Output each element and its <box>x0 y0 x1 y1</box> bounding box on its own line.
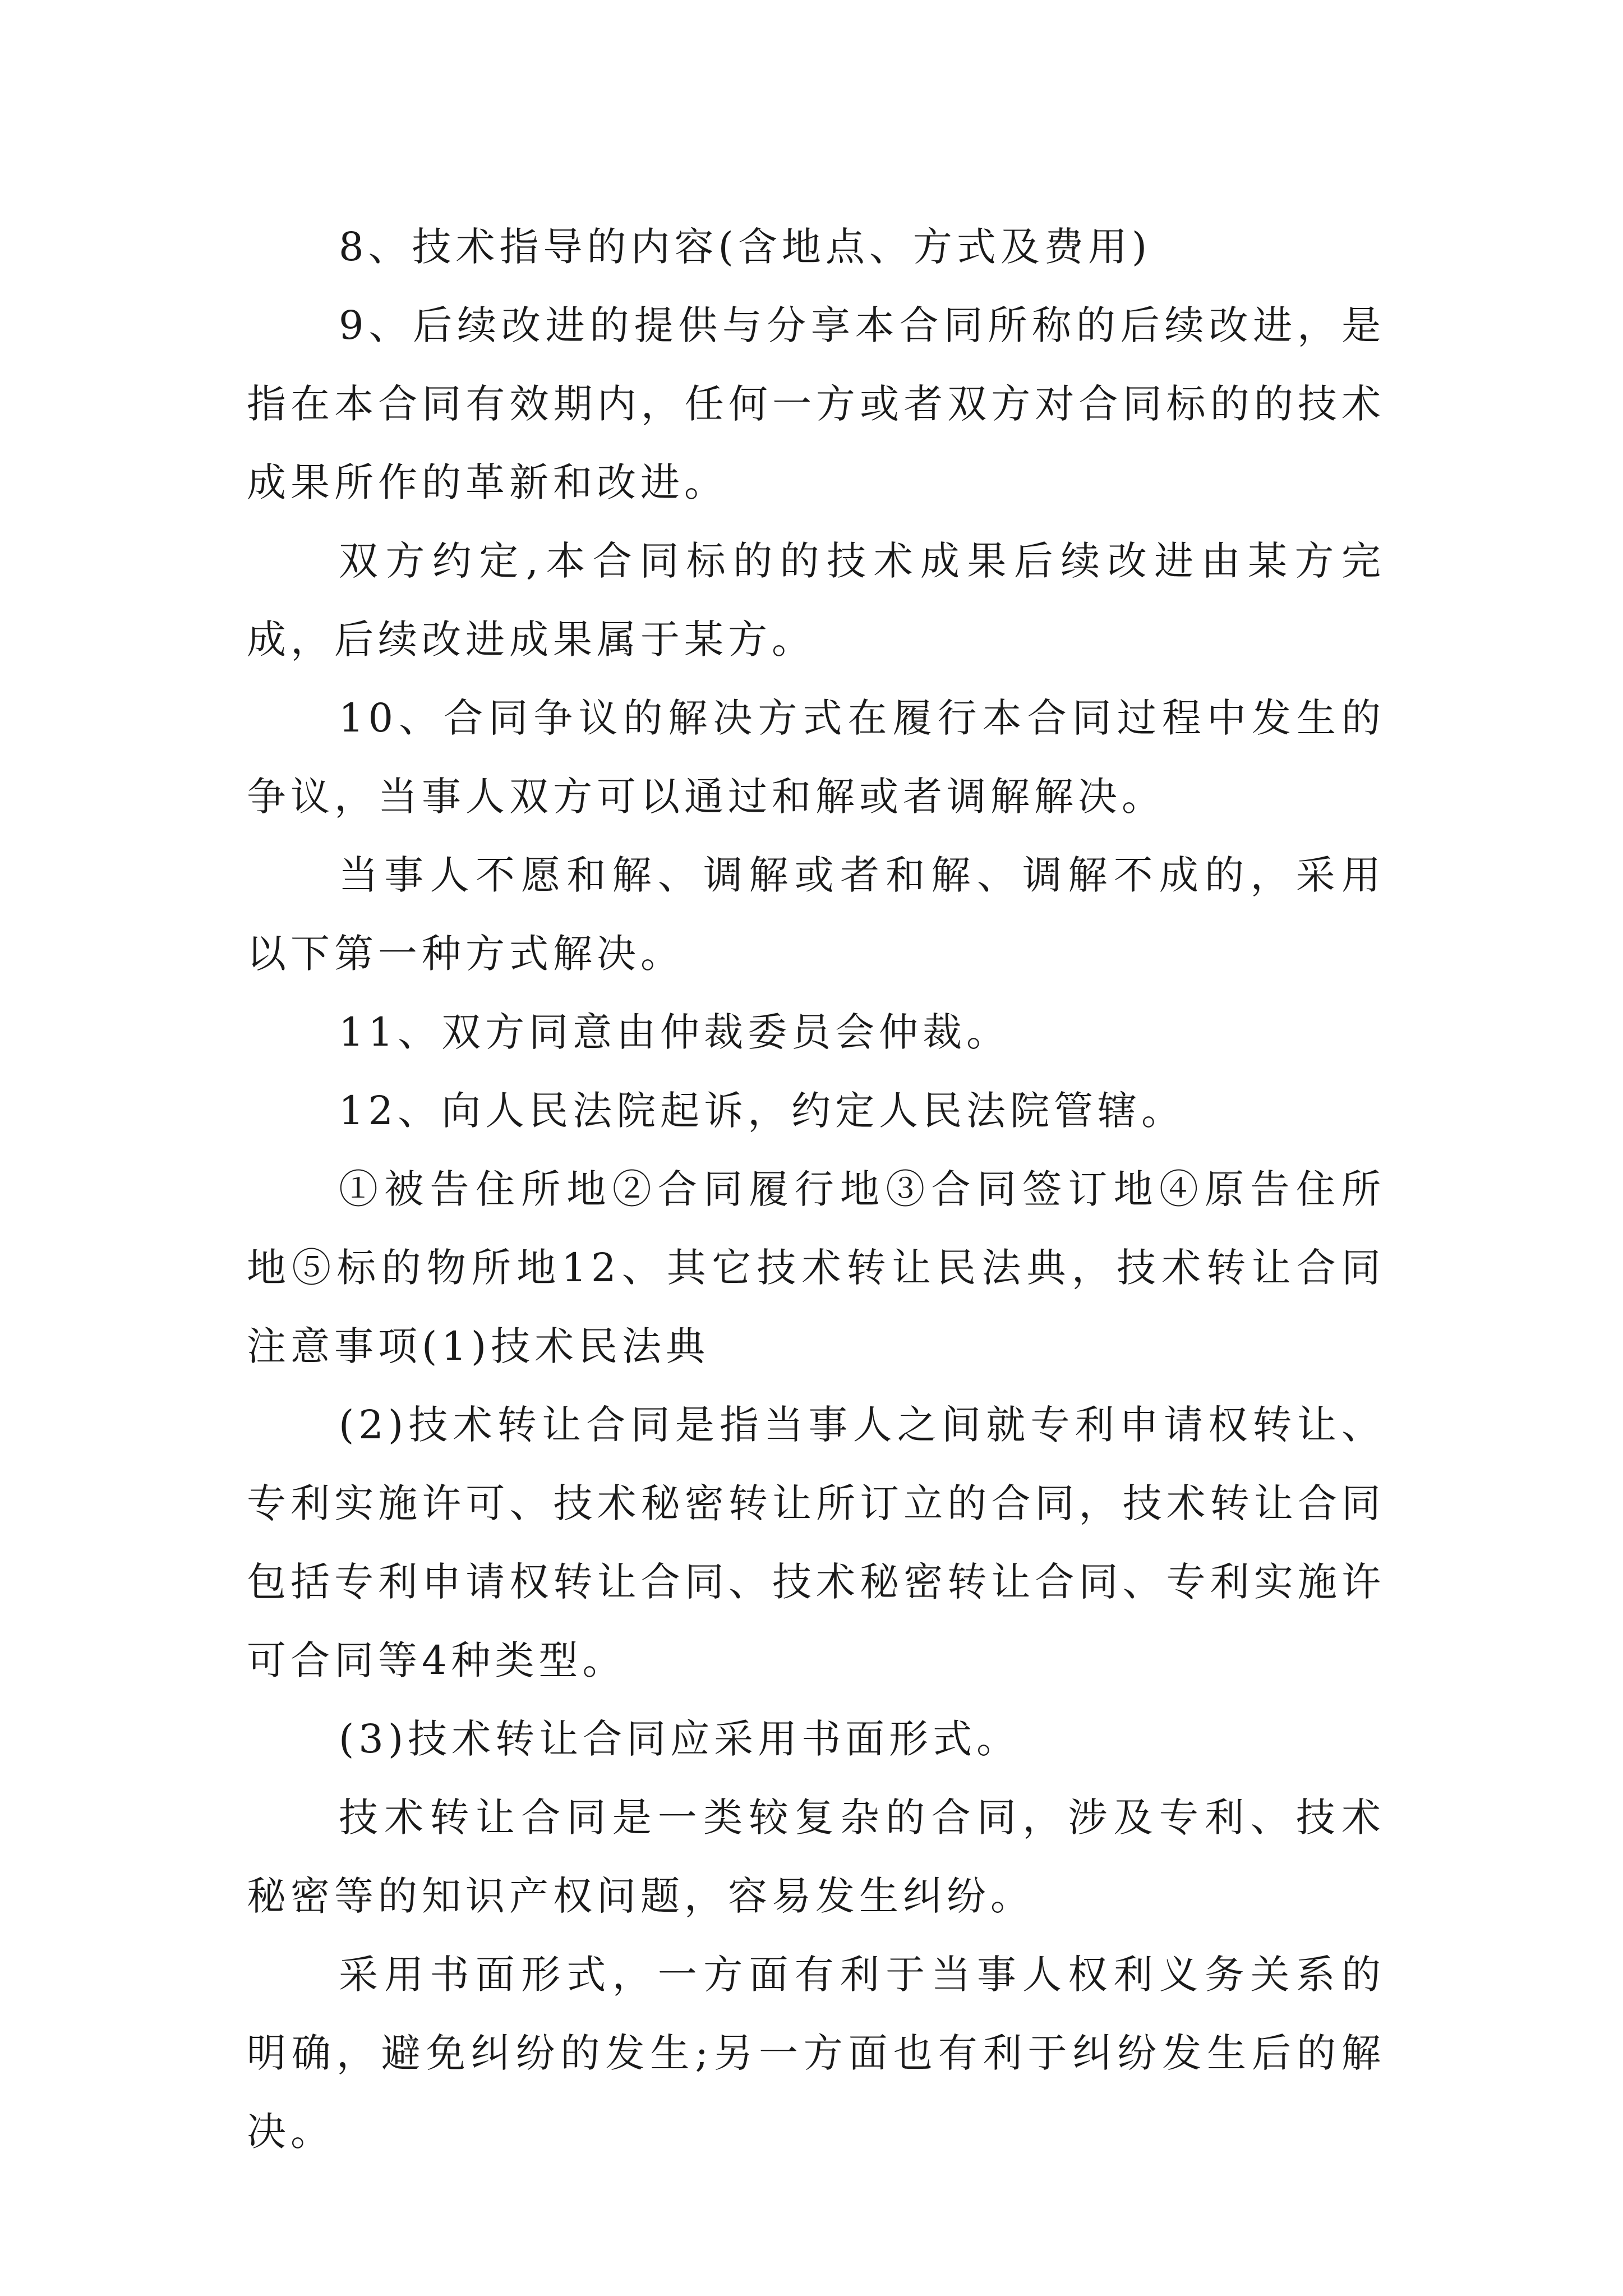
paragraph-jurisdiction-options: ①被告住所地②合同履行地③合同签订地④原告住所地⑤标的物所地12、其它技术转让民法典，技术转让合同注意事项(1)技术民法典 <box>247 1166 1385 1369</box>
paragraph-written-form: 采用书面形式，一方面有利于当事人权利义务关系的明确，避免纠纷的发生;另一方面也有利于纠纷发生后的解决。 <box>247 1952 1385 2155</box>
paragraph-note-2: (2)技术转让合同是指当事人之间就专利申请权转让、专利实施许可、技术秘密转让所订立的合同，技术转让合同包括专利申请权转让合同、技术秘密转让合同、专利实施许可合同等4种类型。 <box>247 1402 1385 1683</box>
paragraph-item-8: 8、技术指导的内容(含地点、方式及费用) <box>339 224 1152 270</box>
paragraph-item-11: 11、双方同意由仲裁委员会仲裁。 <box>339 1009 1011 1055</box>
paragraph-item-10: 10、合同争议的解决方式在履行本合同过程中发生的争议，当事人双方可以通过和解或者调解解决。 <box>247 695 1385 820</box>
paragraph-resolution-method: 当事人不愿和解、调解或者和解、调解不成的，采用以下第一种方式解决。 <box>247 852 1385 977</box>
paragraph-agreement: 双方约定,本合同标的的技术成果后续改进由某方完成，后续改进成果属于某方。 <box>247 538 1385 662</box>
paragraph-item-9: 9、后续改进的提供与分享本合同所称的后续改进，是指在本合同有效期内，任何一方或者双方对合同标的的技术成果所作的革新和改进。 <box>247 302 1385 505</box>
document-body <box>247 208 1385 2171</box>
paragraph-note-3: (3)技术转让合同应采用书面形式。 <box>339 1716 1021 1762</box>
paragraph-item-12: 12、向人民法院起诉，约定人民法院管辖。 <box>339 1088 1186 1134</box>
paragraph-complexity: 技术转让合同是一类较复杂的合同，涉及专利、技术秘密等的知识产权问题，容易发生纠纷。 <box>247 1795 1385 1919</box>
